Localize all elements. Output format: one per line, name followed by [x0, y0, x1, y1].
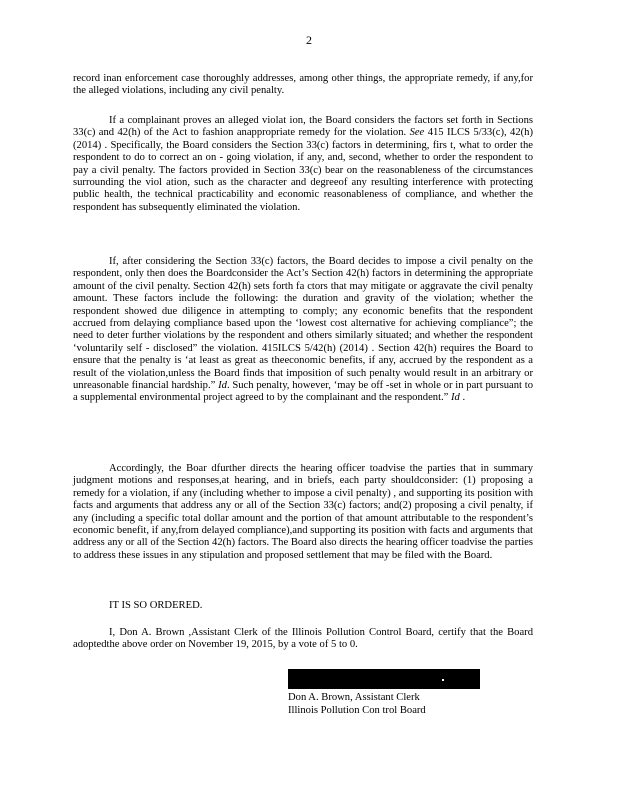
redacted-signature [288, 669, 480, 689]
signer-name-title: Don A. Brown, Assistant Clerk [288, 692, 420, 703]
paragraph-section-42h [73, 256, 533, 405]
order-statement [73, 600, 533, 612]
citation-id: Id [451, 392, 460, 404]
paragraph-text: If a complainant proves an alleged violat ion, the Board considers the factors set forth in Sections 33(c) and 42(h) of the Act to fashion anappropriate remedy for the violation. [73, 115, 533, 139]
paragraph-section-33c [73, 115, 533, 214]
paragraph-text: record inan enforcement case thoroughly addresses, among other things, the appropriate remedy, if any,for the alleged violations, including any civil penalty. [73, 73, 533, 97]
page-number: 2 [306, 33, 312, 47]
paragraph-text: . [462, 392, 466, 404]
paragraph-hearing-officer-directions [73, 463, 533, 562]
paragraph-text: Accordingly, the Boar dfurther directs the hearing officer toadvise the parties that in summary judgment motions and responses,at hearing, and in briefs, each party shouldconsider: (1) proposing a remedy for a violation, if any (including whether to impose a civil penalty) , and supporting its position with facts and arguments that address any or all of the Section 33(c) factors; and(2) proposing a civil penalty, if any (including a specific total dollar amount and the portion of that amount attributable to the respondent’s economic benefit, if any,from delayed compliance),and supporting its position with facts and arguments that address any or all of the Section 42(h) factors. The Board also directs the hearing officer toadvise the parties to address these issues in any stipulation and proposed settlement that may be filed with the Board. [73, 463, 533, 561]
redaction-speck [442, 679, 444, 681]
citation-signal: See [409, 127, 425, 139]
paragraph-text: . Such penalty, however, ‘may be off -set in whole or in part pursuant to a supplemental environmental project agreed to by the complainant and the respondent.” [73, 380, 533, 404]
paragraph-text: If, after considering the Section 33(c) factors, the Board decides to impose a civil penalty on the respondent, only then does the Boardconsider the Act’s Section 42(h) factors in determining the appropriate amount of the civil penalty. Section 42(h) sets forth fa ctors that may mitigate or aggravate the civil penalty amount. These factors include the following: the duration and gravity of the violation; whether the respondent showed due diligence in attempting to comply; any economic benefits that the respondent accrued from delaying compliance based upon the ‘lowest cost alternative for achieving compliance”; the need to deter further violations by the respondent and others similarly situated; and whether the respondent ‘voluntarily self - disclosed” the violation. 415ILCS 5/42(h) (2014) . Section 42(h) requires the Board to ensure that the penalty is ‘at least as great as theeconomic benefits, if any, accrued by the respondent as a result of the violation,unless the Board finds that imposition of such penalty would result in an arbitrary or unreasonable financial hardship.” [73, 256, 533, 392]
paragraph-text: I, Don A. Brown ,Assistant Clerk of the Illinois Pollution Control Board, certify that the Board adoptedthe above order on November 19, 2015, by a vote of 5 to 0. [73, 627, 533, 651]
citation-id: Id [218, 380, 227, 392]
paragraph-text: 415 ILCS 5/33(c), 42(h) (2014) . Specifically, the Board considers the Section 33(c) factors in determining, firs t, what to order the respondent to do to correct an on - going violation, if any, and, second, whether to order the respondent to pay a civil penalty. The factors provided in Section 33(c) bear on the reasonableness of the circumstances surrounding the viol ation, such as the character and degreeof any resulting interference with protecting public health, the technical practicability and economic reasonableness of compliance, and whether the respondent has subsequently eliminated the violation. [73, 127, 533, 213]
signature-block [288, 669, 488, 717]
paragraph-text: IT IS SO ORDERED. [109, 600, 203, 611]
paragraph-remedy-intro [73, 73, 533, 98]
clerk-certification [73, 627, 533, 652]
signer-organization: Illinois Pollution Con trol Board [288, 704, 426, 716]
